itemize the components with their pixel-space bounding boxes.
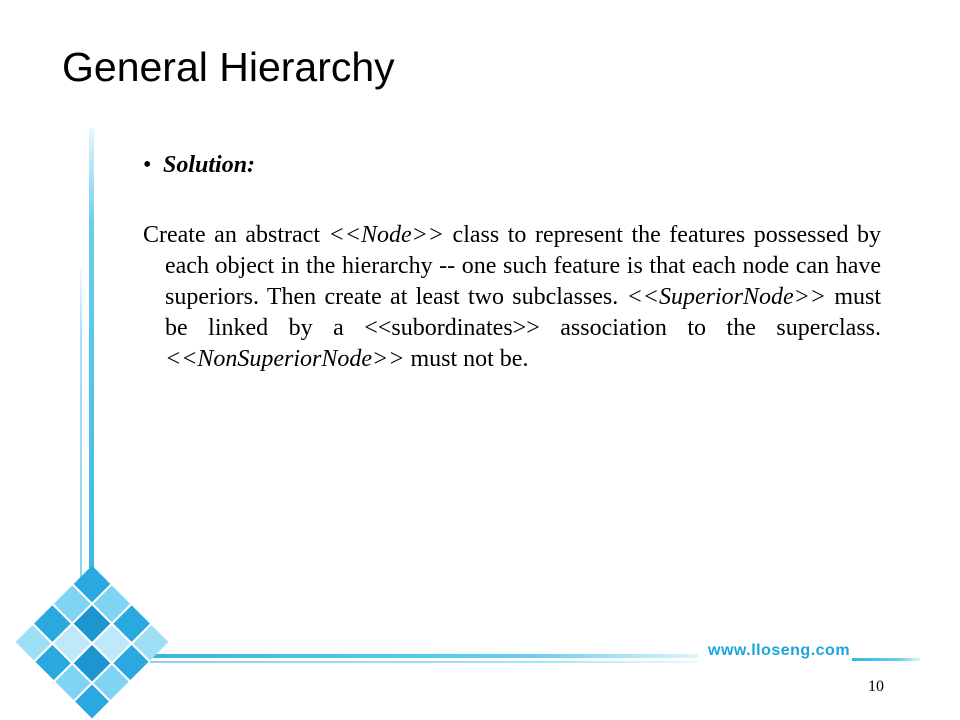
horizontal-rule-right <box>852 658 920 661</box>
vertical-rule-thin <box>80 268 82 608</box>
para-text-3: must be linked by a <<subordinates>> association to the superclass. <box>165 284 881 341</box>
vertical-rule-thick <box>89 128 94 608</box>
horizontal-rule-thick <box>150 654 698 658</box>
slide-title: General Hierarchy <box>62 44 395 90</box>
page-number: 10 <box>868 678 884 695</box>
bullet-dot: • <box>143 152 152 178</box>
para-text-4: must not be. <box>404 346 529 372</box>
para-text-1: Create an abstract <box>143 222 329 248</box>
footer-url: www.lloseng.com <box>708 642 851 659</box>
solution-paragraph <box>143 220 881 375</box>
slide-content <box>143 148 881 375</box>
horizontal-rule-thin <box>150 661 698 663</box>
diamond-logo <box>16 566 169 719</box>
superior-node-class-name: <<SuperiorNode>> <box>626 284 827 310</box>
bullet-item <box>143 148 881 182</box>
node-class-name: <<Node>> <box>328 222 444 248</box>
non-superior-node-class-name: <<NonSuperiorNode>> <box>165 346 405 372</box>
para-text-2: class to represent the features possessed by each object in the hierarchy -- one such feature is that each node can have superiors. Then create at least two subclasses. <box>165 222 882 310</box>
bullet-heading: Solution: <box>163 152 256 178</box>
